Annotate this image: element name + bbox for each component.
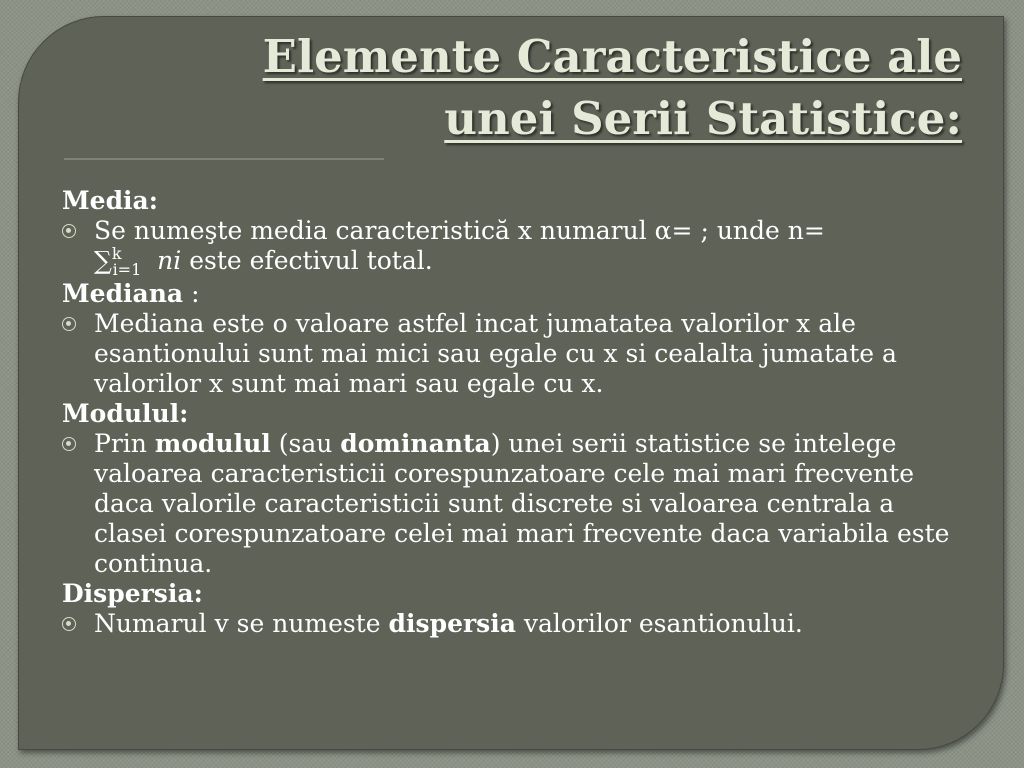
title-divider (64, 158, 384, 160)
mediana-heading-suffix: : (183, 279, 200, 308)
heading-dispersia: Dispersia: (62, 579, 203, 608)
bullet-dispersia (62, 609, 972, 639)
heading-modulul: Modulul: (62, 399, 189, 428)
dispersia-text-a: Numarul v se numeste (94, 609, 389, 638)
mediana-text: Mediana este o valoare astfel incat jumatatea valorilor x ale esantionului sunt mai mici sau egale cu x si cealalta jumatate a valorilor x sunt mai mari sau egale cu x. (94, 309, 897, 398)
circle-dot-icon (62, 317, 76, 331)
ni-term: ni (157, 246, 182, 275)
modulul-text-b: (sau (270, 429, 341, 458)
heading-mediana (62, 279, 972, 309)
media-text-b: este efectivul total. (181, 246, 433, 275)
modulul-text-c: ) unei serii statistice se intelege valoarea caracteristicii corespunzatoare cele mai mari frecvente daca valorile caracteristicii sunt discrete si valoarea centrala a clasei corespunzatoare celei mai mari frecvente daca variabila este continua. (94, 429, 950, 578)
modulul-text-a: Prin (94, 429, 155, 458)
circle-dot-icon (62, 224, 76, 238)
modulul-bold-b: dominanta (340, 429, 491, 458)
slide-title (142, 26, 962, 150)
bullet-modulul (62, 429, 972, 579)
slide-content (62, 186, 972, 639)
circle-dot-icon (62, 617, 76, 631)
title-line-2: unei Serii Statistice: (444, 92, 962, 145)
modulul-bold-a: modulul (154, 429, 271, 458)
dispersia-text-b: valorilor esantionului. (515, 609, 803, 638)
sum-upper-limit: k (111, 244, 122, 263)
bullet-mediana (62, 309, 972, 399)
circle-dot-icon (62, 437, 76, 451)
dispersia-bold-a: dispersia (388, 609, 516, 638)
title-line-1: Elemente Caracteristice ale (262, 30, 962, 83)
sigma-symbol: ∑ (94, 246, 112, 275)
bullet-media (62, 216, 972, 279)
sum-lower-limit: i=1 (112, 260, 142, 279)
media-text-a: Se numeşte media caracteristică x numarul α= ; unde n= (94, 216, 825, 245)
heading-media: Media: (62, 186, 158, 215)
mediana-heading-label: Mediana (62, 279, 184, 308)
